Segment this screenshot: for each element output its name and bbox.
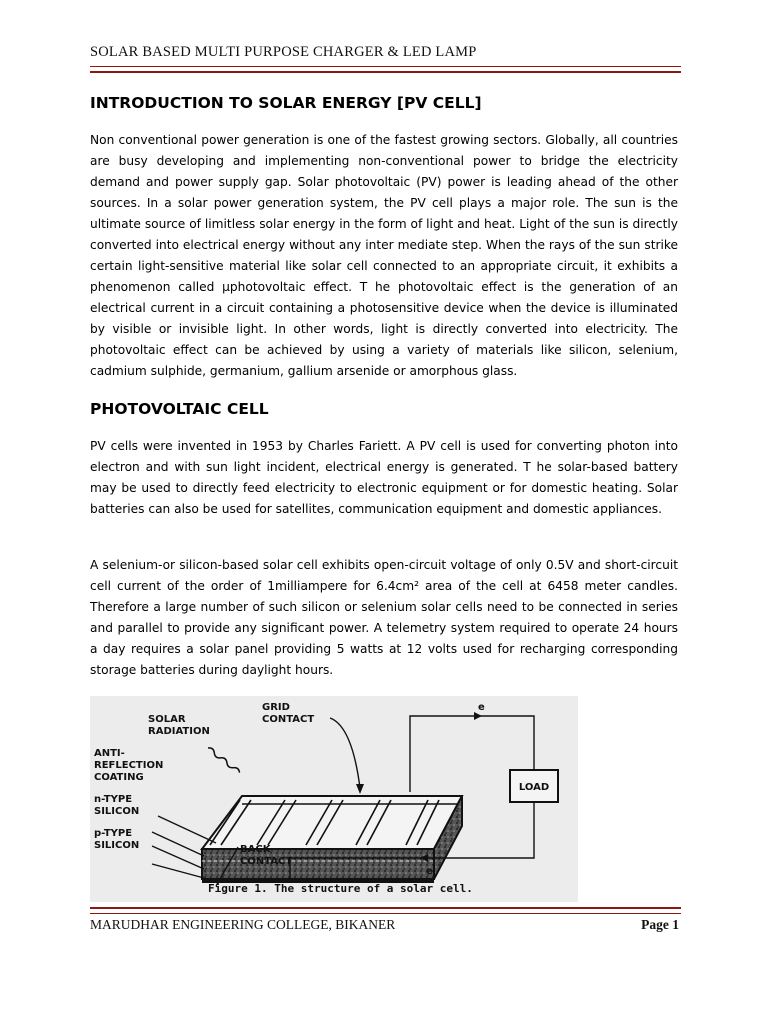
footer-rule bbox=[90, 907, 681, 914]
pv-paragraph-2: A selenium-or silicon-based solar cell exhibits open-circuit voltage of only 0.5V and short-circuit cell current of the order of 1milliampere for 6.4cm² area of the cell at 6458 meter candles. Therefore a large number of such silicon or selenium solar cells need to be connected in series and parallel to provide any significant power. A telemetry system required to operate 24 hours a day requires a solar panel providing 5 watts at 12 volts used for recharging corresponding storage batteries during daylight hours. bbox=[90, 558, 678, 677]
cell-front-layers bbox=[202, 849, 434, 879]
solar-radiation-label-line2: RADIATION bbox=[148, 726, 210, 737]
load-label: LOAD bbox=[518, 782, 550, 793]
intro-paragraph: Non conventional power generation is one of the fastest growing sectors. Globally, all countries are busy developing and implementing non-conventional power to bridge the electricity demand and power supply gap. Solar photovoltaic (PV) power is leading ahead of the other sources. In a solar power generation system, the PV cell plays a major role. The sun is the ultimate source of limitless solar energy in the form of light and heat. Light of the sun is directly converted into electrical energy without any inter mediate step. When the rays of the sun strike certain light-sensitive material like solar cell connected to an appropriate circuit, it exhibits a phenomenon called µphotovoltaic effect. T he photovoltaic effect is the generation of an electrical current in a circuit containing a photosensitive device when the device is illuminated by visible or invisible light. In other words, light is directly converted into electricity. The photovoltaic effect can be achieved by using a variety of materials like silicon, selenium, cadmium sulphide, germanium, gallium arsenide or amorphous glass. bbox=[90, 133, 678, 378]
page-number: Page 1 bbox=[641, 917, 679, 932]
electron-label-top: e bbox=[478, 702, 485, 713]
pv-paragraph-1: PV cells were invented in 1953 by Charles Fariett. A PV cell is used for converting photon into electron and with sun light incident, electrical energy is generated. T he solar-based battery may be used to directly feed electricity to electronic equipment or for domestic heating. Solar batteries can also be used for satellites, communication equipment and domestic appliances. bbox=[90, 439, 678, 516]
page-header: SOLAR BASED MULTI PURPOSE CHARGER & LED LAMP bbox=[90, 44, 477, 60]
figure-caption: Figure 1. The structure of a solar cell. bbox=[208, 882, 473, 895]
anti-reflection-label-line1: ANTI- bbox=[94, 748, 125, 759]
back-contact-label-line2: CONTACT bbox=[240, 856, 293, 867]
anti-reflection-label-line3: COATING bbox=[94, 772, 144, 783]
electron-label-bottom: e bbox=[426, 866, 433, 877]
n-type-label-line2: SILICON bbox=[94, 806, 140, 817]
solar-cell-figure bbox=[90, 696, 578, 902]
header-rule bbox=[90, 66, 681, 73]
solar-radiation-label-line1: SOLAR bbox=[148, 714, 186, 725]
grid-contact-arrow bbox=[330, 718, 360, 788]
solar-radiation-wave bbox=[207, 746, 241, 774]
anti-reflection-label-line2: REFLECTION bbox=[94, 760, 164, 771]
grid-contact-label-line2: CONTACT bbox=[262, 714, 315, 725]
grid-contact-label-line1: GRID bbox=[262, 702, 290, 713]
back-contact-label-line1: BACK bbox=[240, 844, 271, 855]
section-heading-photovoltaic-cell: PHOTOVOLTAIC CELL bbox=[90, 400, 269, 418]
p-type-label-line1: p-TYPE bbox=[94, 828, 133, 839]
section-heading-introduction: INTRODUCTION TO SOLAR ENERGY [PV CELL] bbox=[90, 94, 482, 112]
footer-college: MARUDHAR ENGINEERING COLLEGE, BIKANER bbox=[90, 917, 396, 932]
p-type-label-line2: SILICON bbox=[94, 840, 140, 851]
solar-cell-diagram bbox=[90, 696, 578, 902]
n-type-label-line1: n-TYPE bbox=[94, 794, 133, 805]
